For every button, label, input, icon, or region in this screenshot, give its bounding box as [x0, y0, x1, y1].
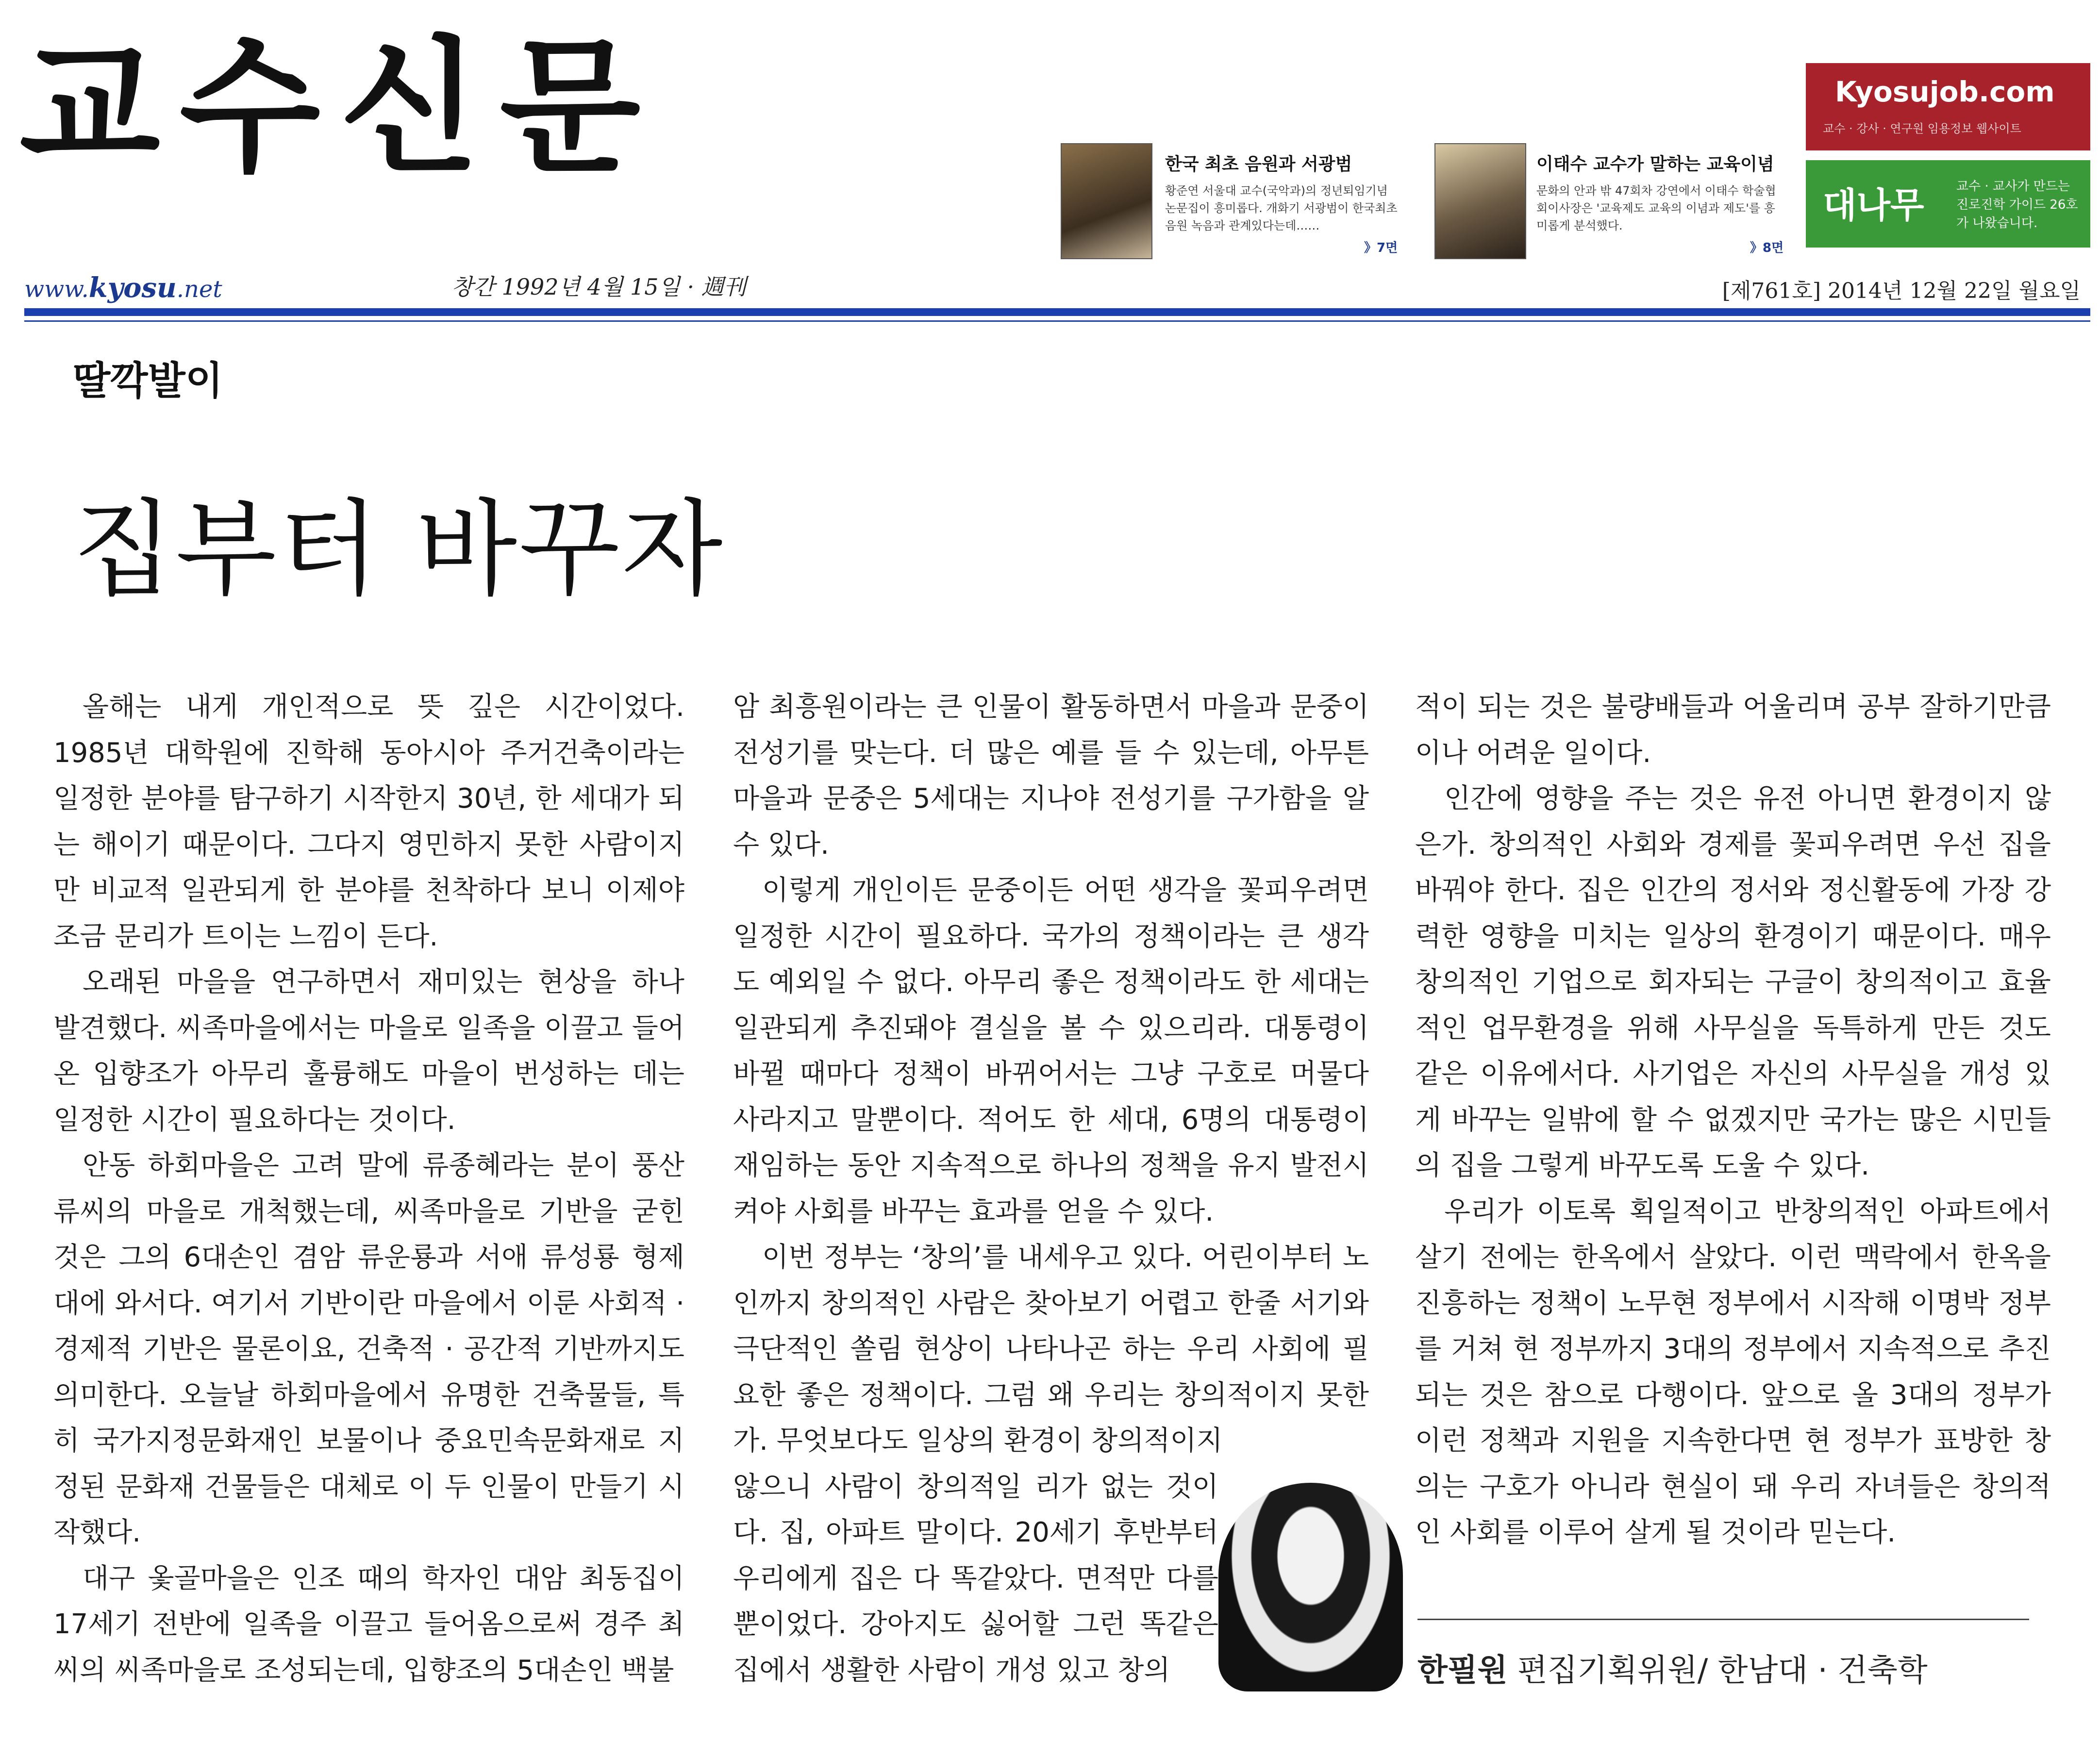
url-prefix: www. [24, 276, 89, 303]
paragraph: 이번 정부는 ‘창의’를 내세우고 있다. 어린이부터 노인까지 창의적인 사람은 찾아보기 어렵고 한줄 서기와 극단적인 쏠림 현상이 나타나곤 하는 우리 사회에 필요한 좋은 정책이다. 그럼 왜 우리는 창의적이지 못한가. 무엇보다도 일상의 환경이 창의적이지 [733, 1242, 1369, 1457]
byline-divider [1417, 1619, 2029, 1620]
paragraph: 대구 옻골마을은 인조 때의 학자인 대암 최동집이 17세기 전반에 일족을 이끌고 들어옴으로써 경주 최씨의 씨족마을로 조성되는데, 입향조의 5대손인 백불 [53, 1562, 684, 1686]
teaser-page-2[interactable]: 》8면 [1750, 241, 1784, 255]
teaser-page-1[interactable]: 》7면 [1364, 241, 1398, 255]
paragraph: 않으니 사람이 창의적일 리가 없는 것이 다. 집, 아파트 말이다. 20세기 후반부터 우리에게 집은 다 똑같았다. 면적만 다를 뿐이었다. 강아지도 싫어할 그런 똑같은 집에서 생활한 사람이 개성 있고 창의 [733, 1471, 1218, 1686]
paragraph: 안동 하회마을은 고려 말에 류종혜라는 분이 풍산 류씨의 마을로 개척했는데, 씨족마을로 기반을 굳힌 것은 그의 6대손인 겸암 류운룡과 서애 류성룡 형제 대에 와서다. 여기서 기반이란 마을에서 이룬 사회적 · 경제적 기반은 물론이요, 건축적 · 공간적 기반까지도 의미한다. 오늘날 하회마을에서 유명한 건축물들, 특히 국가지정문화재인 보물이나 중요민속문화재로 지정된 문화재 건물들은 대체로 이 두 인물이 만들기 시작했다. [53, 1150, 684, 1548]
teaser-body-2: 문화의 안과 밖 47회차 강연에서 이태수 학술협회이사장은 '교육제도 교육의 이념과 제도'를 흥미롭게 분석했다. [1536, 184, 1776, 232]
column-label: 딸깍발이 [73, 358, 223, 403]
author-role: 편집기획위원/ 한남대 · 건축학 [1517, 1653, 1928, 1689]
paragraph: 암 최흥원이라는 큰 인물이 활동하면서 마을과 문중이 전성기를 맞는다. 더 많은 예를 들 수 있는데, 아무튼 마을과 문중은 5세대는 지나야 전성기를 구가함을 알 수 있다. [733, 691, 1369, 861]
author-byline [1417, 1645, 1928, 1690]
issue-date: [제761호] 2014년 12월 22일 월요일 [1722, 279, 2081, 303]
url-brand: kyosu [88, 272, 177, 304]
paragraph: 이렇게 개인이든 문중이든 어떤 생각을 꽃피우려면 일정한 시간이 필요하다. 국가의 정책이라는 큰 생각도 예외일 수 없다. 아무리 좋은 정책이라도 한 세대는 일관되게 추진돼야 결실을 볼 수 있으리라. 대통령이 바뀔 때마다 정책이 바뀌어서는 그냥 구호로 머물다 사라지고 말뿐이다. 적어도 한 세대, 6명의 대통령이 재임하는 동안 지속적으로 하나의 정책을 유지 발전시켜야 사회를 바꾸는 효과를 얻을 수 있다. [733, 875, 1369, 1227]
teaser-title-1[interactable]: 한국 최초 음원과 서광범 [1165, 154, 1352, 174]
kyosujob-ad-tagline: 교수 · 강사 · 연구원 임용정보 웹사이트 [1823, 122, 2021, 135]
paragraph: 인간에 영향을 주는 것은 유전 아니면 환경이지 않은가. 창의적인 사회와 경제를 꽃피우려면 우선 집을 바꿔야 한다. 집은 인간의 정서와 정신활동에 가장 강력한 영향을 미치는 일상의 환경이기 때문이다. 매우 창의적인 기업으로 회자되는 구글이 창의적이고 효율적인 업무환경을 위해 사무실을 독특하게 만든 것도 같은 이유에서다. 사기업은 자신의 사무실을 개성 있게 바꾸는 일밖에 할 수 없겠지만 국가는 많은 시민들의 집을 그렇게 바꾸도록 도울 수 있다. [1415, 783, 2051, 1181]
paragraph: 우리가 이토록 획일적이고 반창의적인 아파트에서 살기 전에는 한옥에서 살았다. 이런 맥락에서 한옥을 진흥하는 정책이 노무현 정부에서 시작해 이명박 정부를 거쳐 현 정부까지 3대의 정부에서 지속적으로 추진되는 것은 참으로 다행이다. 앞으로 올 3대의 정부가 이런 정책과 지원을 지속한다면 현 정부가 표방한 창의는 구호가 아니라 현실이 돼 우리 자녀들은 창의적인 사회를 이루어 살게 될 것이라 믿는다. [1415, 1195, 2051, 1548]
masthead-rule [24, 308, 2090, 316]
teaser-title-2[interactable]: 이태수 교수가 말하는 교육이념 [1536, 154, 1774, 174]
url-suffix: .net [176, 276, 222, 303]
article-headline: 집부터 바꾸자 [73, 488, 725, 610]
author-name: 한필원 [1417, 1653, 1508, 1689]
teaser-portrait-1 [1061, 143, 1152, 259]
kyosujob-ad-name: Kyosujob.com [1835, 75, 2055, 108]
newspaper-logo: 교수신문 [19, 21, 660, 192]
paragraph: 적이 되는 것은 불량배들과 어울리며 공부 잘하기만큼이나 어려운 일이다. [1415, 691, 2051, 769]
daenamu-ad-tagline: 교수 · 교사가 만드는 진로진학 가이드 26호가 나왔습니다. [1956, 179, 2078, 231]
daenamu-ad-name: 대나무 [1823, 185, 1924, 226]
paragraph: 올해는 내게 개인적으로 뜻 깊은 시간이었다. 1985년 대학원에 진학해 동아시아 주거건축이라는 일정한 분야를 탐구하기 시작한지 30년, 한 세대가 되는 해이기 때문이다. 그다지 영민하지 못한 사람이지만 비교적 일관되게 한 분야를 천착하다 보니 이제야 조금 문리가 트이는 느낌이 든다. [53, 691, 684, 952]
article-column-1 [53, 684, 684, 1708]
author-photo [1218, 1483, 1403, 1691]
article-column-3 [1415, 684, 2051, 1607]
masthead-rule-thin [24, 320, 2090, 322]
paragraph: 오래된 마을을 연구하면서 재미있는 현상을 하나 발견했다. 씨족마을에서는 마을로 일족을 이끌고 들어온 입향조가 아무리 훌륭해도 마을이 번성하는 데는 일정한 시간이 필요하다는 것이다. [53, 966, 684, 1136]
teaser-body-1: 황준연 서울대 교수(국악과)의 정년퇴임기념논문집이 흥미롭다. 개화기 서광범이 한국최초 음원 녹음과 관계있다는데…… [1165, 184, 1398, 232]
teaser-portrait-2 [1434, 143, 1526, 259]
site-url-link[interactable] [24, 272, 222, 304]
founded-date: 창간 1992년 4월 15일 · 週刊 [451, 274, 746, 300]
